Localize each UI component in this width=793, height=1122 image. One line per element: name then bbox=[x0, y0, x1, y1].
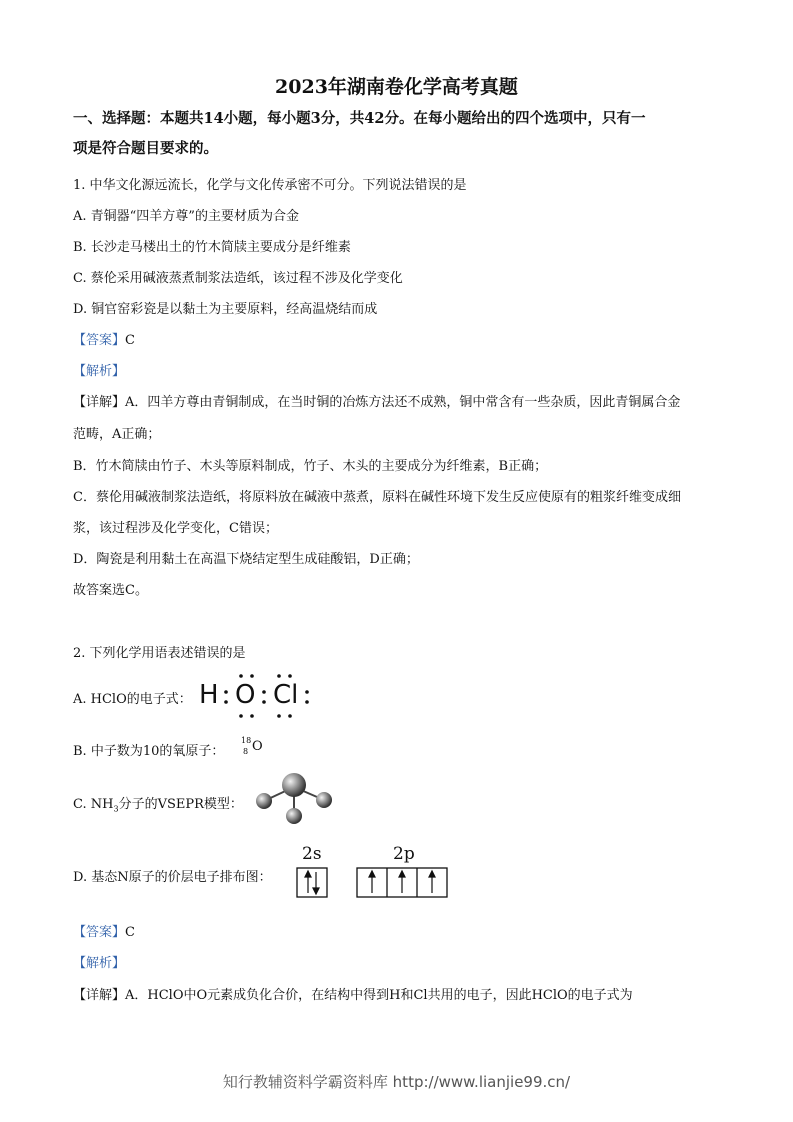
orbital-2p-label: 2p bbox=[393, 844, 415, 864]
section-heading-line2: 项是符合题目要求的。 bbox=[73, 140, 218, 157]
q2-analysis-tag: 【解析】 bbox=[73, 956, 126, 971]
nh3-subscript: 3 bbox=[113, 804, 119, 814]
q1-option-c: C. 蔡伦采用碱液蒸煮制浆法造纸，该过程不涉及化学变化 bbox=[73, 271, 403, 286]
q2-option-b: B. 中子数为10的氧原子： bbox=[73, 744, 225, 759]
atom-cl: Cl bbox=[273, 680, 299, 710]
mass-number: 18 bbox=[241, 736, 252, 745]
atom-o: O bbox=[235, 680, 256, 710]
electron-dots bbox=[196, 672, 316, 722]
atom-h: H bbox=[199, 680, 219, 710]
orbital-diagram bbox=[295, 866, 451, 900]
oxygen-isotope bbox=[241, 736, 271, 760]
footer-watermark: 知行教辅资料学霸资料库 http://www.lianjie99.cn/ bbox=[222, 1073, 571, 1091]
q1-detail-line: 范畴，A正确； bbox=[73, 427, 161, 442]
section-heading-line1: 一、选择题：本题共14小题，每小题3分，共42分。在每小题给出的四个选项中，只有一 bbox=[73, 110, 646, 127]
q2-answer bbox=[73, 921, 135, 940]
q1-option-d: D. 铜官窑彩瓷是以黏土为主要原料，经高温烧结而成 bbox=[73, 302, 378, 317]
q1-detail-line: 浆，该过程涉及化学变化，C错误； bbox=[73, 521, 278, 536]
q1-detail-line: C．蔡伦用碱液制浆法造纸，将原料放在碱液中蒸煮，原料在碱性环境下发生反应使原有的粗浆纤维变成细 bbox=[73, 490, 681, 505]
q2-option-a: A. HClO的电子式： bbox=[73, 692, 192, 707]
q1-analysis-tag: 【解析】 bbox=[73, 364, 126, 379]
q2-detail-line: 【详解】A．HClO中O元素成负化合价，在结构中得到H和Cl共用的电子，因此HClO的电子式为 bbox=[73, 988, 633, 1003]
q1-stem: 1. 中华文化源远流长，化学与文化传承密不可分。下列说法错误的是 bbox=[73, 178, 467, 193]
q1-detail-line: B．竹木简牍由竹子、木头等原料制成，竹子、木头的主要成分为纤维素，B正确； bbox=[73, 459, 548, 474]
nh3-label: C. NH bbox=[73, 797, 114, 812]
element-symbol: O bbox=[252, 739, 263, 754]
q2-option-c bbox=[73, 793, 243, 814]
q1-detail-line: D．陶瓷是利用黏土在高温下烧结定型生成硅酸铝，D正确； bbox=[73, 552, 419, 567]
atomic-number: 8 bbox=[243, 747, 249, 756]
answer-tag: 【答案】 bbox=[73, 333, 126, 348]
q1-option-b: B. 长沙走马楼出土的竹木简牍主要成分是纤维素 bbox=[73, 240, 351, 255]
q1-detail-line: 故答案选C。 bbox=[73, 583, 148, 598]
q1-detail-line: 【详解】A．四羊方尊由青铜制成，在当时铜的冶炼方法还不成熟，铜中常含有一些杂质，因此青铜属合金 bbox=[73, 395, 681, 410]
q1-answer bbox=[73, 329, 135, 348]
answer-value: C bbox=[125, 333, 135, 348]
q1-option-a: A. 青铜器“四羊方尊”的主要材质为合金 bbox=[73, 209, 299, 224]
q2-stem: 2. 下列化学用语表述错误的是 bbox=[73, 646, 246, 661]
vsepr-model-image bbox=[250, 770, 340, 826]
q2-option-d: D. 基态N原子的价层电子排布图： bbox=[73, 870, 272, 885]
answer-tag: 【答案】 bbox=[73, 925, 126, 940]
page-title: 2023年湖南卷化学高考真题 bbox=[275, 76, 518, 98]
answer-value: C bbox=[125, 925, 135, 940]
hclo-electron-formula bbox=[196, 672, 316, 722]
orbital-2s-label: 2s bbox=[302, 844, 322, 864]
vsepr-label: 分子的VSEPR模型： bbox=[118, 797, 243, 812]
